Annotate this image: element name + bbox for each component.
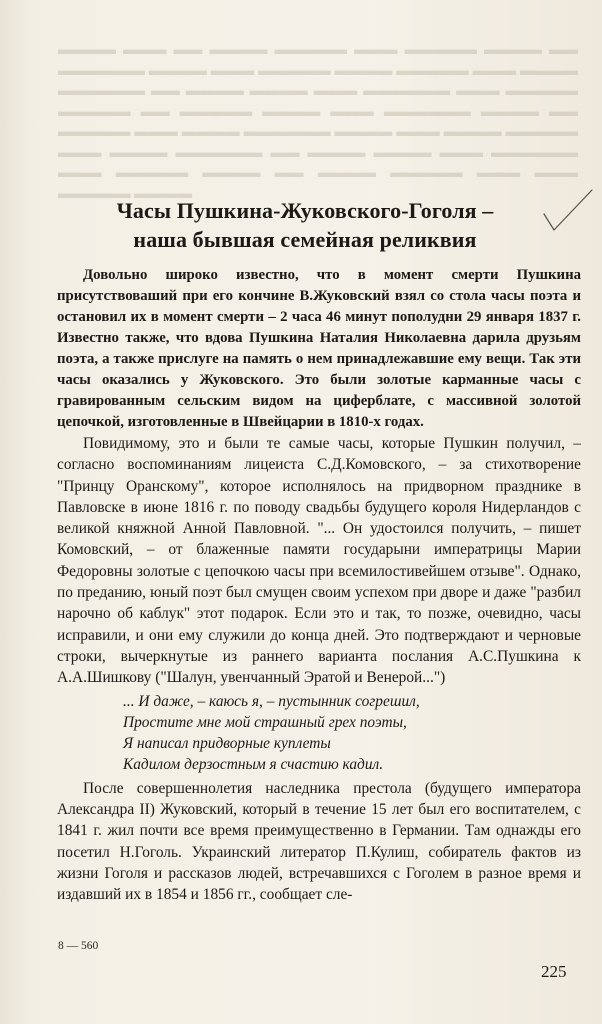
poem-quote [123,691,581,776]
bleed-through-text: ▬▬▬▬ ▬▬▬ ▬▬ ▬▬▬▬ ▬▬▬▬▬ ▬▬▬ ▬▬▬▬▬ ▬▬▬▬ ▬▬ ▬▬▬▬▬▬ ▬▬▬▬ ▬▬▬ ▬▬▬▬▬ ▬▬▬▬ ▬▬▬▬▬ ▬▬▬ ▬▬▬▬ ▬▬▬▬▬▬ ▬▬ ▬▬▬▬ ▬▬▬▬ ▬▬▬ ▬▬▬▬▬▬ ▬▬▬ ▬▬▬▬▬ ▬▬▬▬▬ ▬▬ ▬▬▬▬▬ ▬▬▬▬ ▬▬▬ ▬▬▬▬▬▬ ▬▬▬▬ ▬▬ ▬▬▬▬▬ ▬▬▬ ▬▬▬▬ ▬▬▬▬▬▬ ▬▬▬▬ ▬▬▬ ▬▬▬▬ ▬▬▬▬▬ ▬▬▬ ▬▬▬▬ ▬▬▬▬▬▬ ▬▬ ▬▬▬▬ ▬▬▬▬ ▬▬▬ ▬▬▬▬▬▬ ▬▬▬ ▬▬▬▬▬ ▬▬▬▬ ▬▬ ▬▬▬▬ ▬▬▬▬▬ ▬▬▬ ▬▬▬ ▬▬▬▬▬ ▬▬▬▬ [58,42,578,202]
printer-signature: 8 — 560 [58,940,99,952]
paragraph-2: Повидимому, это и были те самые часы, которые Пушкин получил, – согласно воспоминаниям лицеиста С.Д.Комовского, – за стихотворение "Принцу Оранскому", которое исполнялось на придворном празднике в Павловске в июне 1816 г. по поводу свадьбы будущего короля Нидерландов с великой княжной Анной Павловной. "... Он удостоился получить, – пишет Комовский, – от блаженные памяти государыни императрицы Марии Федоровны золотые с цепочкою часы при всемилостивейшем отзыве". Однако, по преданию, юный поэт был смущен своим успехом при дворе и даже "разбил нарочно об каблук" этот подарок. Если это и так, то позже, очевидно, часы исправили, и они ему служили до конца дней. Это подтверждают и черновые строки, вычеркнутые из раннего варианта послания А.С.Пушкина к А.А.Шишкову ("Шалун, увенчанный Эратой и Венерой...") [57,435,581,687]
poem-line-4: Кадилом дерзостным я счастию кадил. [123,756,384,774]
paragraph-3: После совершеннолетия наследника престола (будущего императора Александра II) Жуковский, который в течение 15 лет был его воспитателем, с 1841 г. жил почти все время преимущественно в Германии. Там однажды его посетил Н.Гоголь. Украинский литератор П.Кулиш, собиратель фактов из жизни Гоголя и рассказов людей, встречавшихся с Гоголем в разное время и издавший их в 1854 и 1856 гг., сообщает сле- [57,779,581,904]
poem-line-1: ... И даже, – каюсь я, – пустынник согрешил, [123,692,420,710]
pencil-check-mark [538,184,598,244]
heading-line-1: Часы Пушкина-Жуковского-Гоголя – [116,198,494,223]
lead-paragraph: Довольно широко известно, что в момент смерти Пушкина присутствоваший при его кончине В.Жуковский взял со стола часы поэта и остановил их в момент смерти – 2 часа 46 минут пополудни 29 января 1837 г. Известно также, что вдова Пушкина Наталия Николаевна дарила друзьям поэта, а также прислуге на память о нем принадлежавшие ему вещи. Так эти часы оказались у Жуковского. Это были золотые карманные часы с гравированным сельским видом на циферблате, с массивной золотой цепочкой, изготовленные в Швейцарии в 1810-х годах. [57,267,581,430]
chapter-heading [70,196,540,254]
body-text [57,265,581,906]
heading-line-2: наша бывшая семейная реликвия [133,227,477,252]
page-number: 225 [541,962,567,981]
poem-line-3: Я написал придворные куплеты [123,735,331,753]
poem-line-2: Простите мне мой страшный грех поэты, [123,713,407,731]
